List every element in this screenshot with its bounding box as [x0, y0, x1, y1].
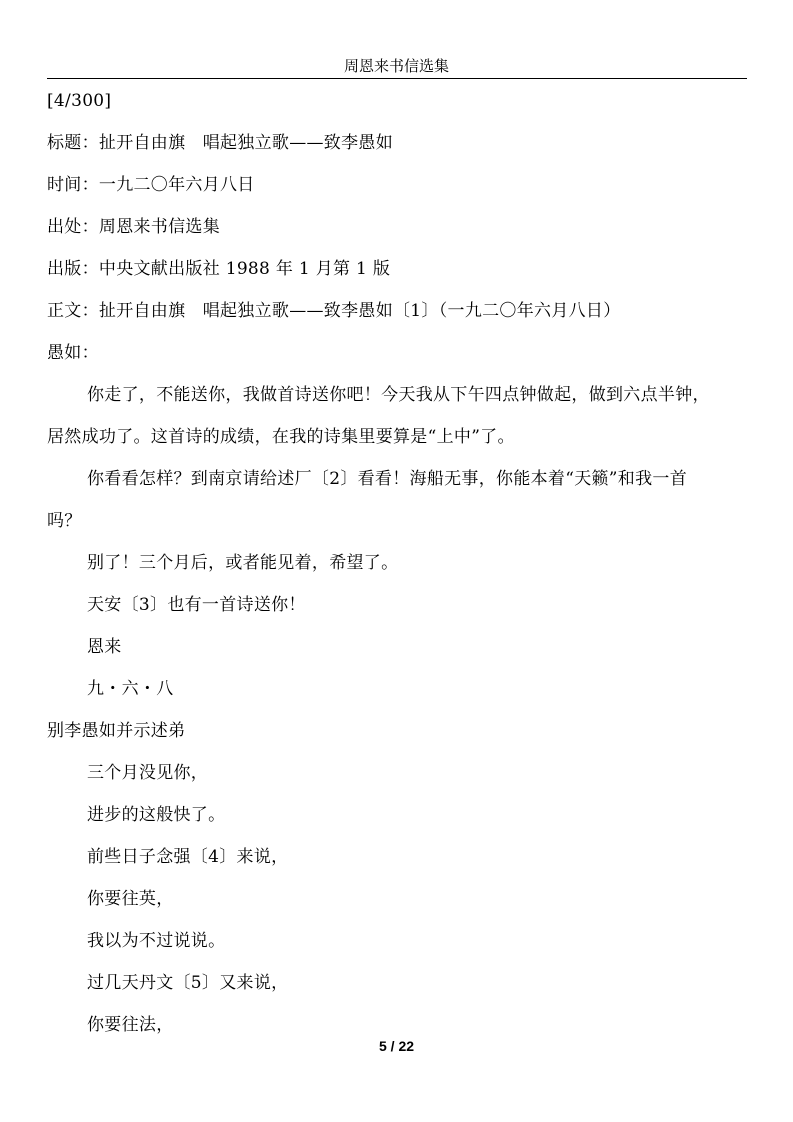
letter-signature: 恩来 [87, 637, 122, 657]
page-header-title: 周恩来书信选集 [343, 57, 449, 75]
letter-paragraph-4: 天安〔3〕也有一首诗送你！ [87, 595, 306, 615]
poem-line: 我以为不过说说。 [87, 931, 226, 951]
poem-line: 过几天丹文〔5〕又来说， [87, 973, 289, 993]
letter-paragraph-2-line-1: 你看看怎样？到南京请给述厂〔2〕看看！海船无事，你能本着“天籁”和我一首 [87, 469, 687, 489]
header-divider [47, 78, 747, 79]
poem-line: 前些日子念强〔4〕来说， [87, 847, 289, 867]
letter-paragraph-3: 别了！三个月后，或者能见着，希望了。 [87, 553, 399, 573]
page-number: 5 / 22 [378, 1038, 415, 1054]
document-index: [4/300] [47, 91, 112, 111]
poem-line: 进步的这般快了。 [87, 805, 226, 825]
document-publisher: 出版：中央文献出版社 1988 年 1 月第 1 版 [47, 259, 391, 279]
letter-paragraph-2-line-2: 吗？ [47, 511, 82, 531]
poem-title: 别李愚如并示述弟 [47, 721, 186, 741]
document-source: 出处：周恩来书信选集 [47, 217, 220, 237]
letter-date: 九・六・八 [87, 679, 174, 699]
document-time: 时间：一九二〇年六月八日 [47, 175, 255, 195]
document-body-heading: 正文：扯开自由旗 唱起独立歌——致李愚如〔1〕（一九二〇年六月八日） [47, 301, 621, 321]
poem-line: 你要往法， [87, 1015, 174, 1035]
letter-paragraph-1-line-2: 居然成功了。这首诗的成绩，在我的诗集里要算是“上中”了。 [47, 427, 515, 447]
letter-salutation: 愚如： [47, 343, 99, 363]
document-title: 标题：扯开自由旗 唱起独立歌——致李愚如 [47, 133, 393, 153]
poem-line: 三个月没见你， [87, 763, 209, 783]
poem-line: 你要往英， [87, 889, 174, 909]
letter-paragraph-1-line-1: 你走了，不能送你，我做首诗送你吧！今天我从下午四点钟做起，做到六点半钟， [87, 385, 710, 405]
